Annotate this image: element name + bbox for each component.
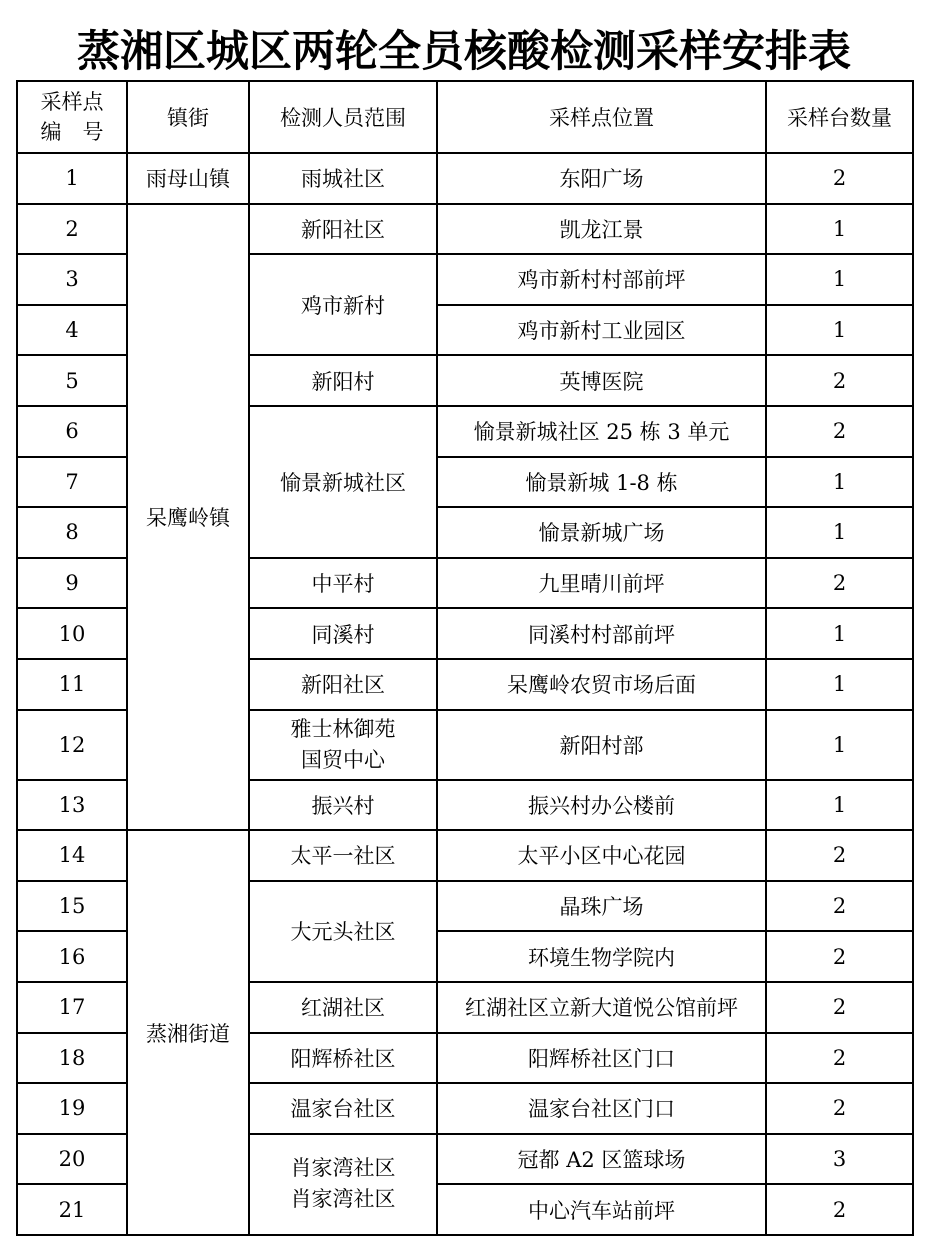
cell-scope: 振兴村 bbox=[249, 780, 437, 831]
cell-count: 2 bbox=[766, 830, 913, 881]
cell-scope: 大元头社区 bbox=[249, 881, 437, 982]
cell-location: 呆鹰岭农贸市场后面 bbox=[437, 659, 766, 710]
header-sample-no-line1: 采样点 bbox=[40, 90, 104, 114]
cell-location: 晶珠广场 bbox=[437, 881, 766, 932]
cell-count: 2 bbox=[766, 931, 913, 982]
cell-location: 九里晴川前坪 bbox=[437, 558, 766, 609]
cell-location: 愉景新城 1-8 栋 bbox=[437, 457, 766, 508]
cell-town: 蒸湘街道 bbox=[127, 830, 249, 1235]
cell-location: 愉景新城社区 25 栋 3 单元 bbox=[437, 406, 766, 457]
cell-scope: 愉景新城社区 bbox=[249, 406, 437, 558]
cell-count: 1 bbox=[766, 608, 913, 659]
cell-no: 13 bbox=[17, 780, 127, 831]
cell-no: 6 bbox=[17, 406, 127, 457]
cell-location: 鸡市新村村部前坪 bbox=[437, 254, 766, 305]
cell-no: 19 bbox=[17, 1083, 127, 1134]
cell-location: 东阳广场 bbox=[437, 153, 766, 204]
cell-no: 21 bbox=[17, 1184, 127, 1235]
cell-location: 鸡市新村工业园区 bbox=[437, 305, 766, 356]
cell-scope: 新阳村 bbox=[249, 355, 437, 406]
cell-count: 2 bbox=[766, 1033, 913, 1084]
cell-no: 12 bbox=[17, 710, 127, 780]
cell-scope: 雨城社区 bbox=[249, 153, 437, 204]
cell-count: 3 bbox=[766, 1134, 913, 1185]
cell-count: 1 bbox=[766, 710, 913, 780]
page-title: 蒸湘区城区两轮全员核酸检测采样安排表 bbox=[77, 27, 851, 77]
header-location: 采样点位置 bbox=[437, 81, 766, 153]
cell-no: 16 bbox=[17, 931, 127, 982]
cell-scope-line1: 肖家湾社区 bbox=[290, 1156, 396, 1181]
cell-scope: 鸡市新村 bbox=[249, 254, 437, 355]
header-count: 采样台数量 bbox=[766, 81, 913, 153]
cell-town: 呆鹰岭镇 bbox=[127, 204, 249, 831]
cell-no: 11 bbox=[17, 659, 127, 710]
header-town: 镇街 bbox=[127, 81, 249, 153]
cell-location: 冠都 A2 区篮球场 bbox=[437, 1134, 766, 1185]
cell-location: 中心汽车站前坪 bbox=[437, 1184, 766, 1235]
cell-location: 同溪村村部前坪 bbox=[437, 608, 766, 659]
cell-scope: 新阳社区 bbox=[249, 204, 437, 255]
cell-location: 英博医院 bbox=[437, 355, 766, 406]
cell-location: 环境生物学院内 bbox=[437, 931, 766, 982]
cell-location: 阳辉桥社区门口 bbox=[437, 1033, 766, 1084]
cell-count: 2 bbox=[766, 406, 913, 457]
cell-no: 7 bbox=[17, 457, 127, 508]
cell-count: 2 bbox=[766, 982, 913, 1033]
cell-count: 1 bbox=[766, 254, 913, 305]
header-sample-no-line2: 编 号 bbox=[40, 120, 104, 144]
cell-count: 2 bbox=[766, 881, 913, 932]
cell-scope-line2: 肖家湾社区 bbox=[290, 1187, 396, 1212]
cell-no: 1 bbox=[17, 153, 127, 204]
cell-scope: 温家台社区 bbox=[249, 1083, 437, 1134]
cell-count: 1 bbox=[766, 305, 913, 356]
cell-scope-line1: 雅士林御苑 bbox=[290, 716, 396, 741]
table-row bbox=[17, 830, 913, 881]
cell-no: 14 bbox=[17, 830, 127, 881]
cell-scope bbox=[249, 1134, 437, 1235]
cell-no: 17 bbox=[17, 982, 127, 1033]
cell-no: 3 bbox=[17, 254, 127, 305]
table-row bbox=[17, 153, 913, 204]
table-header-row bbox=[17, 81, 913, 153]
cell-no: 18 bbox=[17, 1033, 127, 1084]
cell-scope: 太平一社区 bbox=[249, 830, 437, 881]
cell-location: 温家台社区门口 bbox=[437, 1083, 766, 1134]
cell-no: 4 bbox=[17, 305, 127, 356]
header-scope: 检测人员范围 bbox=[249, 81, 437, 153]
cell-scope-line2: 国贸中心 bbox=[301, 747, 385, 772]
cell-scope: 阳辉桥社区 bbox=[249, 1033, 437, 1084]
cell-scope: 中平村 bbox=[249, 558, 437, 609]
cell-no: 10 bbox=[17, 608, 127, 659]
cell-location: 红湖社区立新大道悦公馆前坪 bbox=[437, 982, 766, 1033]
cell-no: 20 bbox=[17, 1134, 127, 1185]
cell-count: 2 bbox=[766, 558, 913, 609]
cell-location: 振兴村办公楼前 bbox=[437, 780, 766, 831]
cell-scope: 同溪村 bbox=[249, 608, 437, 659]
cell-count: 1 bbox=[766, 204, 913, 255]
cell-scope: 新阳社区 bbox=[249, 659, 437, 710]
cell-count: 2 bbox=[766, 355, 913, 406]
cell-no: 9 bbox=[17, 558, 127, 609]
cell-count: 1 bbox=[766, 780, 913, 831]
cell-count: 1 bbox=[766, 659, 913, 710]
schedule-table bbox=[16, 80, 914, 1236]
cell-no: 8 bbox=[17, 507, 127, 558]
cell-count: 2 bbox=[766, 1184, 913, 1235]
cell-count: 1 bbox=[766, 457, 913, 508]
cell-no: 15 bbox=[17, 881, 127, 932]
cell-location: 新阳村部 bbox=[437, 710, 766, 780]
cell-town: 雨母山镇 bbox=[127, 153, 249, 204]
header-sample-no bbox=[17, 81, 127, 153]
cell-scope: 红湖社区 bbox=[249, 982, 437, 1033]
cell-location: 太平小区中心花园 bbox=[437, 830, 766, 881]
cell-location: 愉景新城广场 bbox=[437, 507, 766, 558]
cell-location: 凯龙江景 bbox=[437, 204, 766, 255]
cell-count: 1 bbox=[766, 507, 913, 558]
cell-no: 2 bbox=[17, 204, 127, 255]
cell-no: 5 bbox=[17, 355, 127, 406]
cell-count: 2 bbox=[766, 153, 913, 204]
table-row bbox=[17, 204, 913, 255]
cell-count: 2 bbox=[766, 1083, 913, 1134]
cell-scope bbox=[249, 710, 437, 780]
